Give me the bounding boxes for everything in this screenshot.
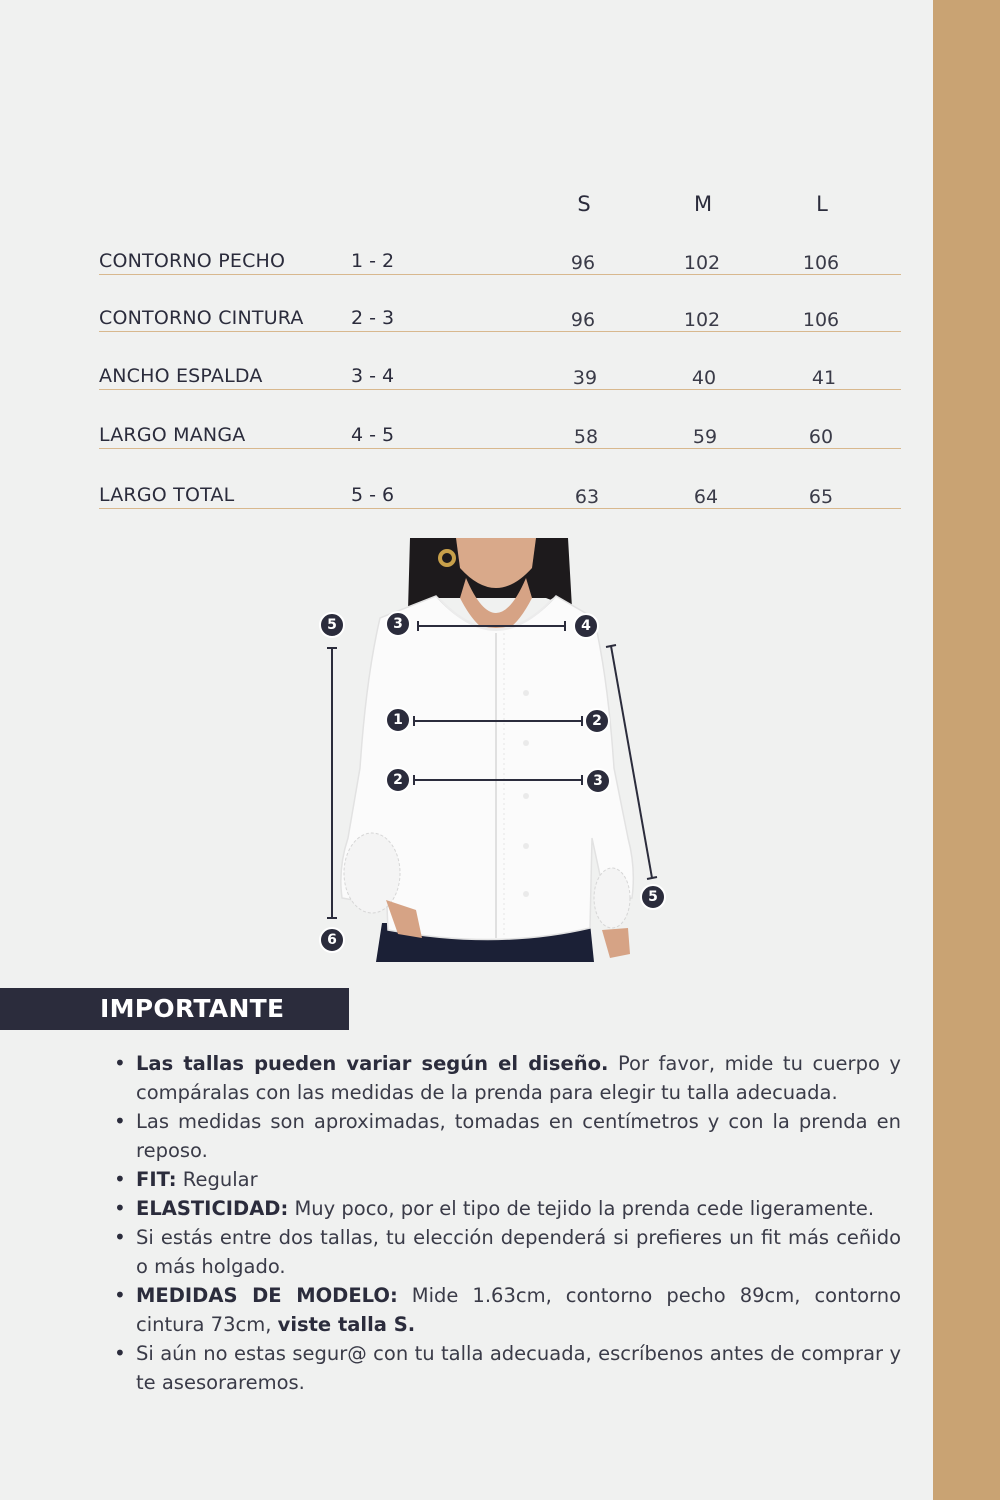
row-points: 5 - 6 [351,484,395,506]
value-s: 58 [573,426,599,448]
value-l: 65 [808,486,834,508]
note-item [108,1194,901,1223]
note-text: Muy poco, por el tipo de tejido la prenda cede ligeramente. [288,1197,875,1220]
row-label: ANCHO ESPALDA [99,365,263,387]
value-l: 60 [808,426,834,448]
measure-row-sleeve [99,419,901,449]
measure-row-back-width [99,360,901,390]
point-badge-5-top: 5 [319,612,345,638]
important-notes-list [108,1049,901,1397]
note-item [108,1339,901,1397]
row-points: 1 - 2 [351,250,395,272]
point-badge-1-chest: 1 [385,707,411,733]
note-item [108,1107,901,1165]
value-m: 64 [693,486,719,508]
point-badge-3-waist: 3 [585,768,611,794]
note-text: Si aún no estas segur@ con tu talla adecuada, escríbenos antes de comprar y te asesoraremos. [136,1342,901,1394]
measure-row-total-length [99,479,901,509]
value-s: 39 [572,367,598,389]
value-s: 63 [574,486,600,508]
value-l: 106 [802,252,840,274]
note-text: Mide 1.63cm, contorno pecho 89cm, contorno cintura 73cm, [136,1284,902,1336]
size-header-s: S [577,192,591,216]
note-bold: MEDIDAS DE MODELO: [136,1284,398,1307]
measurement-figure [300,538,680,962]
note-item [108,1165,901,1194]
value-m: 102 [683,252,721,274]
size-header-l: L [816,192,828,216]
note-item [108,1281,901,1339]
point-badge-4-shoulder: 4 [573,613,599,639]
value-s: 96 [570,309,596,331]
note-bold: Las tallas pueden variar según el diseño. [136,1052,609,1075]
value-m: 59 [692,426,718,448]
point-badge-3-shoulder: 3 [385,611,411,637]
row-points: 4 - 5 [351,424,395,446]
row-label: CONTORNO CINTURA [99,307,304,329]
row-label: LARGO TOTAL [99,484,235,506]
value-l: 41 [811,367,837,389]
note-item [108,1223,901,1281]
side-accent-bar [933,0,1000,1500]
note-bold-end: viste talla S. [277,1313,416,1336]
note-bold: FIT: [136,1168,177,1191]
value-s: 96 [570,252,596,274]
point-badge-5-cuff: 5 [640,884,666,910]
important-header-bar [0,988,349,1030]
point-badge-2-waist: 2 [385,767,411,793]
row-points: 3 - 4 [351,365,395,387]
measure-row-chest [99,245,901,275]
point-badge-2-chest: 2 [584,708,610,734]
value-l: 106 [802,309,840,331]
row-points: 2 - 3 [351,307,395,329]
value-m: 40 [691,367,717,389]
note-text: Las medidas son aproximadas, tomadas en centímetros y con la prenda en reposo. [136,1110,901,1162]
note-text: Por favor, mide tu cuerpo y compáralas con las medidas de la prenda para elegir tu talla adecuada. [136,1052,901,1104]
note-text: Si estás entre dos tallas, tu elección dependerá si prefieres un fit más ceñido o más holgado. [136,1226,901,1278]
row-label: CONTORNO PECHO [99,250,286,272]
note-item [108,1049,901,1107]
measure-lines [300,538,680,962]
value-m: 102 [683,309,721,331]
important-title: IMPORTANTE [100,994,285,1023]
size-header-m: M [693,192,713,216]
note-text: Regular [176,1168,258,1191]
measure-row-waist [99,302,901,332]
row-label: LARGO MANGA [99,424,246,446]
note-bold: ELASTICIDAD: [136,1197,289,1220]
point-badge-6-hem: 6 [319,927,345,953]
